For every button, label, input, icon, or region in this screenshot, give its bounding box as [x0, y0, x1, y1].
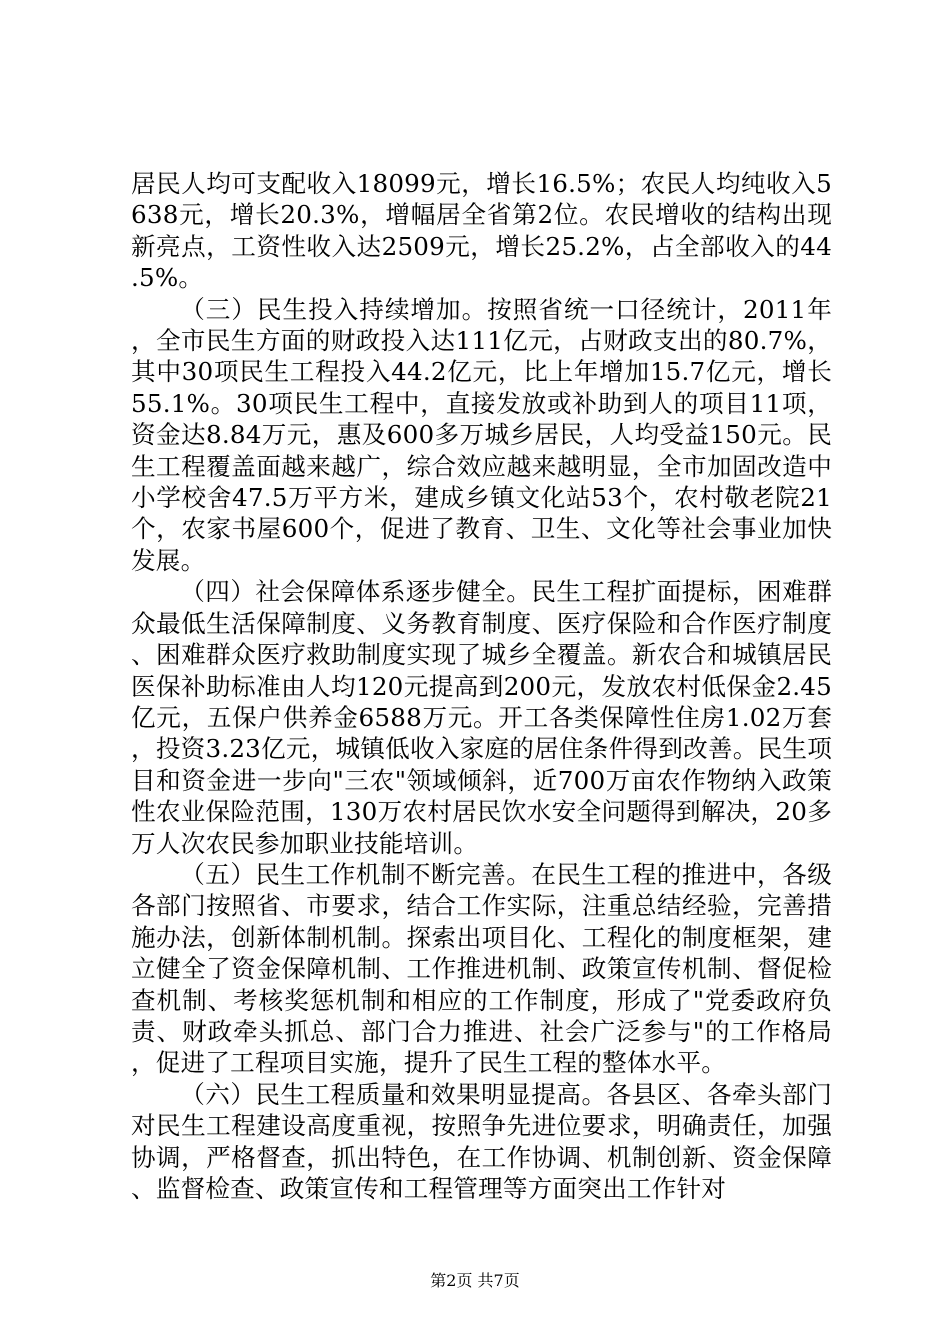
paragraph-section-3: （三）民生投入持续增加。按照省统一口径统计，2011年，全市民生方面的财政投入达111亿元，占财政支出的80.7%，其中30项民生工程投入44.2亿元，比上年增加15.7亿元，增长55.1%。30项民生工程中，直接发放或补助到人的项目11项，资金达8.84万元，惠及600多万城乡居民，人均受益150元。民生工程覆盖面越来越广，综合效应越来越明显，全市加固改造中小学校舍47.5万平方米，建成乡镇文化站53个，农村敬老院21个，农家书屋600个，促进了教育、卫生、文化等社会事业加快发展。: [131, 294, 832, 575]
paragraph-income-continued: 居民人均可支配收入18099元，增长16.5%；农民人均纯收入5638元，增长20.3%，增幅居全省第2位。农民增收的结构出现新亮点，工资性收入达2509元，增长25.2%，占全部收入的44.5%。: [131, 169, 832, 293]
paragraph-section-6: （六）民生工程质量和效果明显提高。各县区、各牵头部门对民生工程建设高度重视，按照争先进位要求，明确责任，加强协调，严格督查，抓出特色，在工作协调、机制创新、资金保障、监督检查、政策宣传和工程管理等方面突出工作针对: [131, 1079, 832, 1203]
page-number-footer: 第2页 共7页: [430, 1271, 520, 1290]
paragraph-section-5: （五）民生工作机制不断完善。在民生工程的推进中，各级各部门按照省、市要求，结合工作实际，注重总结经验，完善措施办法，创新体制机制。探索出项目化、工程化的制度框架，建立健全了资金保障机制、工作推进机制、政策宣传机制、督促检查机制、考核奖惩机制和相应的工作制度，形成了"党委政府负责、财政牵头抓总、部门合力推进、社会广泛参与"的工作格局，促进了工程项目实施，提升了民生工程的整体水平。: [131, 859, 832, 1078]
document-body: [131, 168, 832, 1204]
paragraph-section-4: （四）社会保障体系逐步健全。民生工程扩面提标，困难群众最低生活保障制度、义务教育制度、医疗保险和合作医疗制度、困难群众医疗救助制度实现了城乡全覆盖。新农合和城镇居民医保补助标准由人均120元提高到200元，发放农村低保金2.45亿元，五保户供养金6588万元。开工各类保障性住房1.02万套，投资3.23亿元，城镇低收入家庭的居住条件得到改善。民生项目和资金进一步向"三农"领域倾斜，近700万亩农作物纳入政策性农业保险范围，130万农村居民饮水安全问题得到解决，20多万人次农民参加职业技能培训。: [131, 577, 832, 858]
